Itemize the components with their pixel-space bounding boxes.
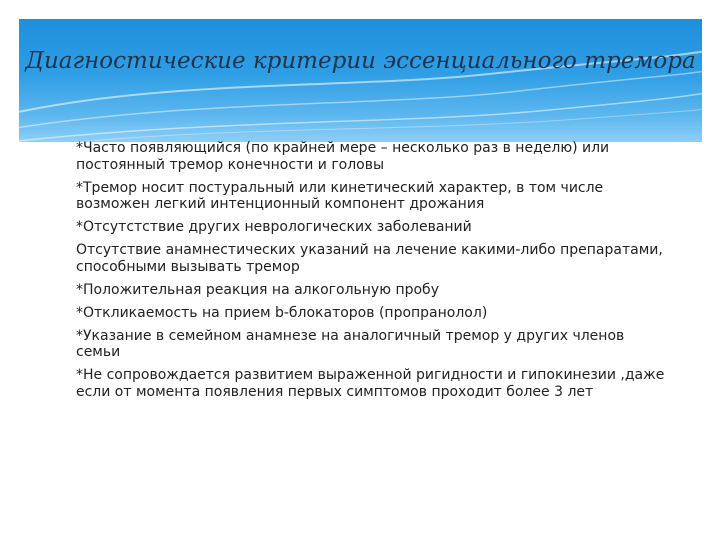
criteria-item: Отсутствие анамнестических указаний на лечение какими-либо препаратами, способными вызывать тремор bbox=[76, 242, 663, 275]
criteria-item: *Часто появляющийся (по крайней мере – несколько раз в неделю) или постоянный тремор конечности и головы bbox=[76, 140, 610, 173]
criteria-item: *Не сопровождается развитием выраженной ригидности и гипокинезии ,даже если от момента появления первых симптомов проходит более 3 лет bbox=[76, 367, 665, 400]
slide-title: Диагностические критерии эссенциального тремора bbox=[25, 48, 696, 74]
criteria-list bbox=[76, 140, 666, 407]
criteria-item: *Указание в семейном анамнезе на аналогичный тремор у других членов семьи bbox=[76, 327, 625, 360]
criteria-item: *Тремор носит постуральный или кинетический характер, в том числе возможен легкий интенционный компонент дрожания bbox=[76, 179, 604, 212]
criteria-item: *Положительная реакция на алкогольную пробу bbox=[76, 281, 439, 298]
criteria-item: *Откликаемость на прием b-блокаторов (пропранолол) bbox=[76, 304, 488, 321]
wave-decoration bbox=[19, 19, 702, 142]
criteria-item: *Отсутстствие других неврологических заболеваний bbox=[76, 219, 472, 235]
title-banner bbox=[19, 19, 702, 142]
